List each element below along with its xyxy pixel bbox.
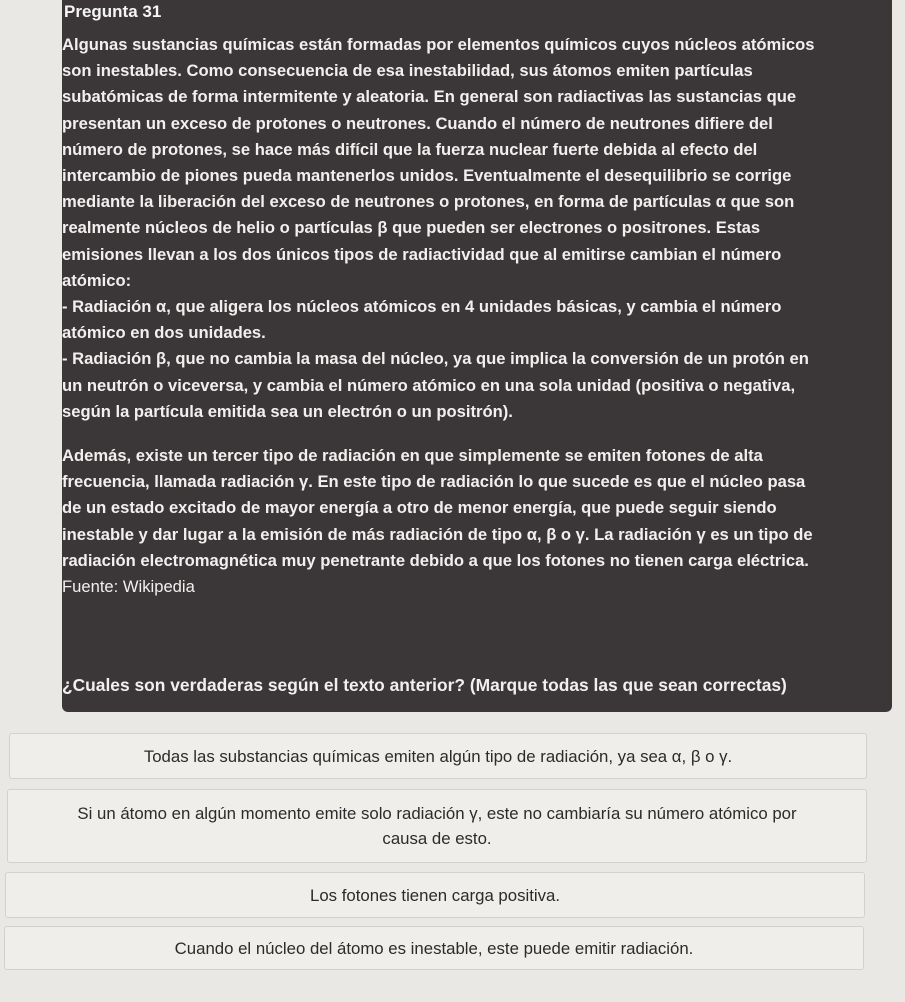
list-item-beta: - Radiación β, que no cambia la masa del núcleo, ya que implica la conversión de un protón en [62, 349, 809, 369]
option-label-cont: causa de esto. [382, 829, 492, 848]
text-line: un neutrón o viceversa, y cambia el número atómico en una sola unidad (positiva o negativa, [62, 375, 796, 395]
text-line: radiación electromagnética muy penetrante debido a que los fotones no tienen carga eléctrica. [62, 550, 809, 570]
option-1[interactable] [9, 733, 867, 779]
option-3[interactable] [5, 872, 865, 918]
list-item-alpha: - Radiación α, que aligera los núcleos atómicos en 4 unidades básicas, y cambia el número [62, 297, 782, 317]
question-title: Pregunta 31 [64, 2, 162, 21]
text-line: inestable y dar lugar a la emisión de más radiación de tipo α, β o γ. La radiación γ es un tipo de [62, 524, 813, 544]
text-line: intercambio de piones pueda mantenerlos unidos. Eventualmente el desequilibrio se corrige [62, 166, 792, 186]
text-line: atómico: [62, 270, 132, 290]
option-label: Si un átomo en algún momento emite solo radiación γ, este no cambiaría su número atómico por [77, 804, 797, 823]
option-2[interactable] [7, 789, 867, 863]
text-line: número de protones, se hace más difícil que la fuerza nuclear fuerte debida al efecto del [62, 139, 758, 159]
text-line: subatómicas de forma intermitente y aleatoria. En general son radiactivas las sustancias que [62, 87, 797, 107]
question-panel [62, 0, 892, 712]
text-line: emisiones llevan a los dos únicos tipos de radiactividad que al emitirse cambian el número [62, 244, 782, 264]
option-label: Cuando el núcleo del átomo es inestable, este puede emitir radiación. [174, 938, 694, 958]
text-line: de un estado excitado de mayor energía a otro de menor energía, que puede seguir siendo [62, 498, 777, 518]
option-4[interactable] [4, 926, 864, 970]
text-line: mediante la liberación del exceso de neutrones o protones, en forma de partículas α que son [62, 192, 795, 212]
text-line: frecuencia, llamada radiación γ. En este tipo de radiación lo que sucede es que el núcleo pasa [62, 472, 806, 492]
text-line: Algunas sustancias químicas están formadas por elementos químicos cuyos núcleos atómicos [62, 35, 815, 54]
text-line: realmente núcleos de helio o partículas β que pueden ser electrones o positrones. Estas [62, 218, 761, 238]
question-prompt: ¿Cuales son verdaderas según el texto anterior? (Marque todas las que sean correctas) [62, 675, 787, 695]
text-line: según la partícula emitida sea un electrón o un positrón). [62, 401, 513, 421]
text-line: Además, existe un tercer tipo de radiación en que simplemente se emiten fotones de alta [62, 446, 763, 466]
source-line: Fuente: Wikipedia [62, 577, 195, 597]
text-line: son inestables. Como consecuencia de esa inestabilidad, sus átomos emiten partículas [62, 61, 753, 81]
text-line: atómico en dos unidades. [62, 323, 266, 343]
option-label: Los fotones tienen carga positiva. [309, 885, 560, 905]
option-label: Todas las substancias químicas emiten algún tipo de radiación, ya sea α, β o γ. [143, 746, 733, 766]
text-line: presentan un exceso de protones o neutrones. Cuando el número de neutrones difiere del [62, 113, 773, 133]
question-text [62, 32, 814, 600]
